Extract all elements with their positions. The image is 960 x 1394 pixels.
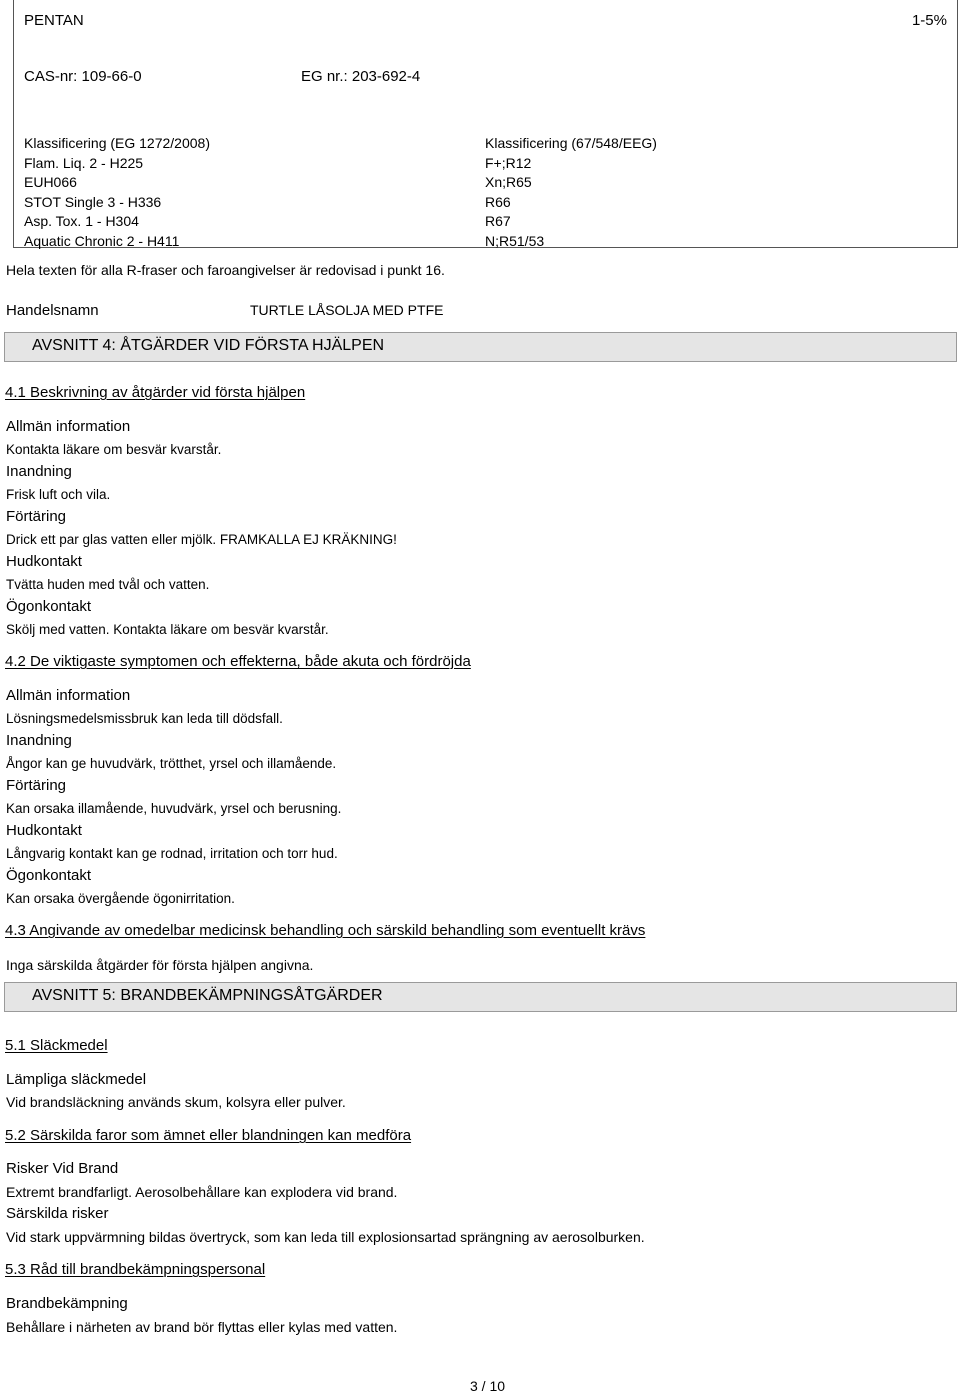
skin-contact-label: Hudkontakt <box>6 822 82 839</box>
subsection-5-3-heading: 5.3 Råd till brandbekämpningspersonal <box>5 1261 266 1278</box>
eye-contact-label: Ögonkontakt <box>6 598 92 615</box>
page-number: 3 / 10 <box>470 1378 506 1394</box>
classification-line: Flam. Liq. 2 - H225 <box>24 154 144 171</box>
classification-eu-list <box>24 134 210 251</box>
general-info-label: Allmän information <box>6 687 131 704</box>
product-percent: 1-5% <box>911 12 947 29</box>
general-info-label: Allmän information <box>6 418 131 435</box>
classification-line: Klassificering (67/548/EEG) <box>485 135 657 151</box>
section-5-title: AVSNITT 5: BRANDBEKÄMPNINGSÅTGÄRDER <box>32 987 383 1004</box>
classification-line: R66 <box>485 193 511 210</box>
firefighting-text: Behållare i närheten av brand bör flyttas eller kylas med vatten. <box>6 1319 398 1335</box>
inhalation-text: Frisk luft och vila. <box>6 487 111 502</box>
eye-contact-label: Ögonkontakt <box>6 867 92 884</box>
ingestion-label: Förtäring <box>6 508 67 525</box>
eye-contact-text: Kan orsaka övergående ögonirritation. <box>6 891 235 906</box>
classification-line: Klassificering (EG 1272/2008) <box>24 135 210 151</box>
subsection-4-1-heading: 4.1 Beskrivning av åtgärder vid första hjälpen <box>5 384 306 401</box>
ingestion-text: Drick ett par glas vatten eller mjölk. FRAMKALLA EJ KRÄKNING! <box>6 532 397 547</box>
section-5-header <box>4 982 957 1012</box>
inhalation-label: Inandning <box>6 732 72 749</box>
skin-contact-text: Tvätta huden med tvål och vatten. <box>6 577 210 592</box>
subsection-5-1-heading: 5.1 Släckmedel <box>5 1037 108 1054</box>
fire-risks-text: Extremt brandfarligt. Aerosolbehållare kan explodera vid brand. <box>6 1184 398 1200</box>
r-phrases-note: Hela texten för alla R-fraser och faroangivelser är redovisad i punkt 16. <box>6 262 445 278</box>
skin-contact-label: Hudkontakt <box>6 553 82 570</box>
classification-eec-list <box>485 134 657 251</box>
product-name: PENTAN <box>24 12 84 29</box>
classification-line: STOT Single 3 - H336 <box>24 193 162 210</box>
ingestion-text: Kan orsaka illamående, huvudvärk, yrsel och berusning. <box>6 801 342 816</box>
classification-line: Asp. Tox. 1 - H304 <box>24 213 139 229</box>
ingestion-label: Förtäring <box>6 777 67 794</box>
substance-box <box>13 0 958 248</box>
general-info-text: Kontakta läkare om besvär kvarstår. <box>6 442 222 457</box>
classification-line: EUH066 <box>24 174 77 190</box>
eye-contact-text: Skölj med vatten. Kontakta läkare om besvär kvarstår. <box>6 622 329 637</box>
subsection-5-2-heading: 5.2 Särskilda faror som ämnet eller blandningen kan medföra <box>5 1127 412 1144</box>
classification-line: R67 <box>485 213 511 229</box>
firefighting-label: Brandbekämpning <box>6 1295 128 1312</box>
classification-line: N;R51/53 <box>485 232 545 249</box>
classification-line: Xn;R65 <box>485 174 532 190</box>
fire-risks-label: Risker Vid Brand <box>6 1160 119 1177</box>
inhalation-text: Ångor kan ge huvudvärk, trötthet, yrsel och illamående. <box>6 756 337 771</box>
trade-name-value: TURTLE LÅSOLJA MED PTFE <box>250 302 444 318</box>
classification-line: Aquatic Chronic 2 - H411 <box>24 232 180 249</box>
subsection-4-3-text: Inga särskilda åtgärder för första hjälpen angivna. <box>6 957 314 973</box>
general-info-text: Lösningsmedelsmissbruk kan leda till dödsfall. <box>6 711 283 726</box>
suitable-extinguishing-text: Vid brandsläckning används skum, kolsyra eller pulver. <box>6 1094 346 1110</box>
cas-number: CAS-nr: 109-66-0 <box>24 68 142 85</box>
subsection-4-3-heading: 4.3 Angivande av omedelbar medicinsk behandling och särskild behandling som eventuellt krävs <box>5 922 646 939</box>
section-4-title: AVSNITT 4: ÅTGÄRDER VID FÖRSTA HJÄLPEN <box>32 337 385 354</box>
subsection-4-2-heading: 4.2 De viktigaste symptomen och effekterna, både akuta och fördröjda <box>5 653 471 670</box>
trade-name-label: Handelsnamn <box>6 302 99 319</box>
special-risks-label: Särskilda risker <box>6 1205 109 1222</box>
special-risks-text: Vid stark uppvärmning bildas övertryck, som kan leda till explosionsartad sprängning av aerosolburken. <box>6 1229 645 1245</box>
section-4-header <box>4 332 957 362</box>
skin-contact-text: Långvarig kontakt kan ge rodnad, irritation och torr hud. <box>6 846 338 861</box>
suitable-extinguishing-label: Lämpliga släckmedel <box>6 1071 147 1088</box>
classification-line: F+;R12 <box>485 154 532 171</box>
inhalation-label: Inandning <box>6 463 72 480</box>
eg-number: EG nr.: 203-692-4 <box>301 68 421 85</box>
